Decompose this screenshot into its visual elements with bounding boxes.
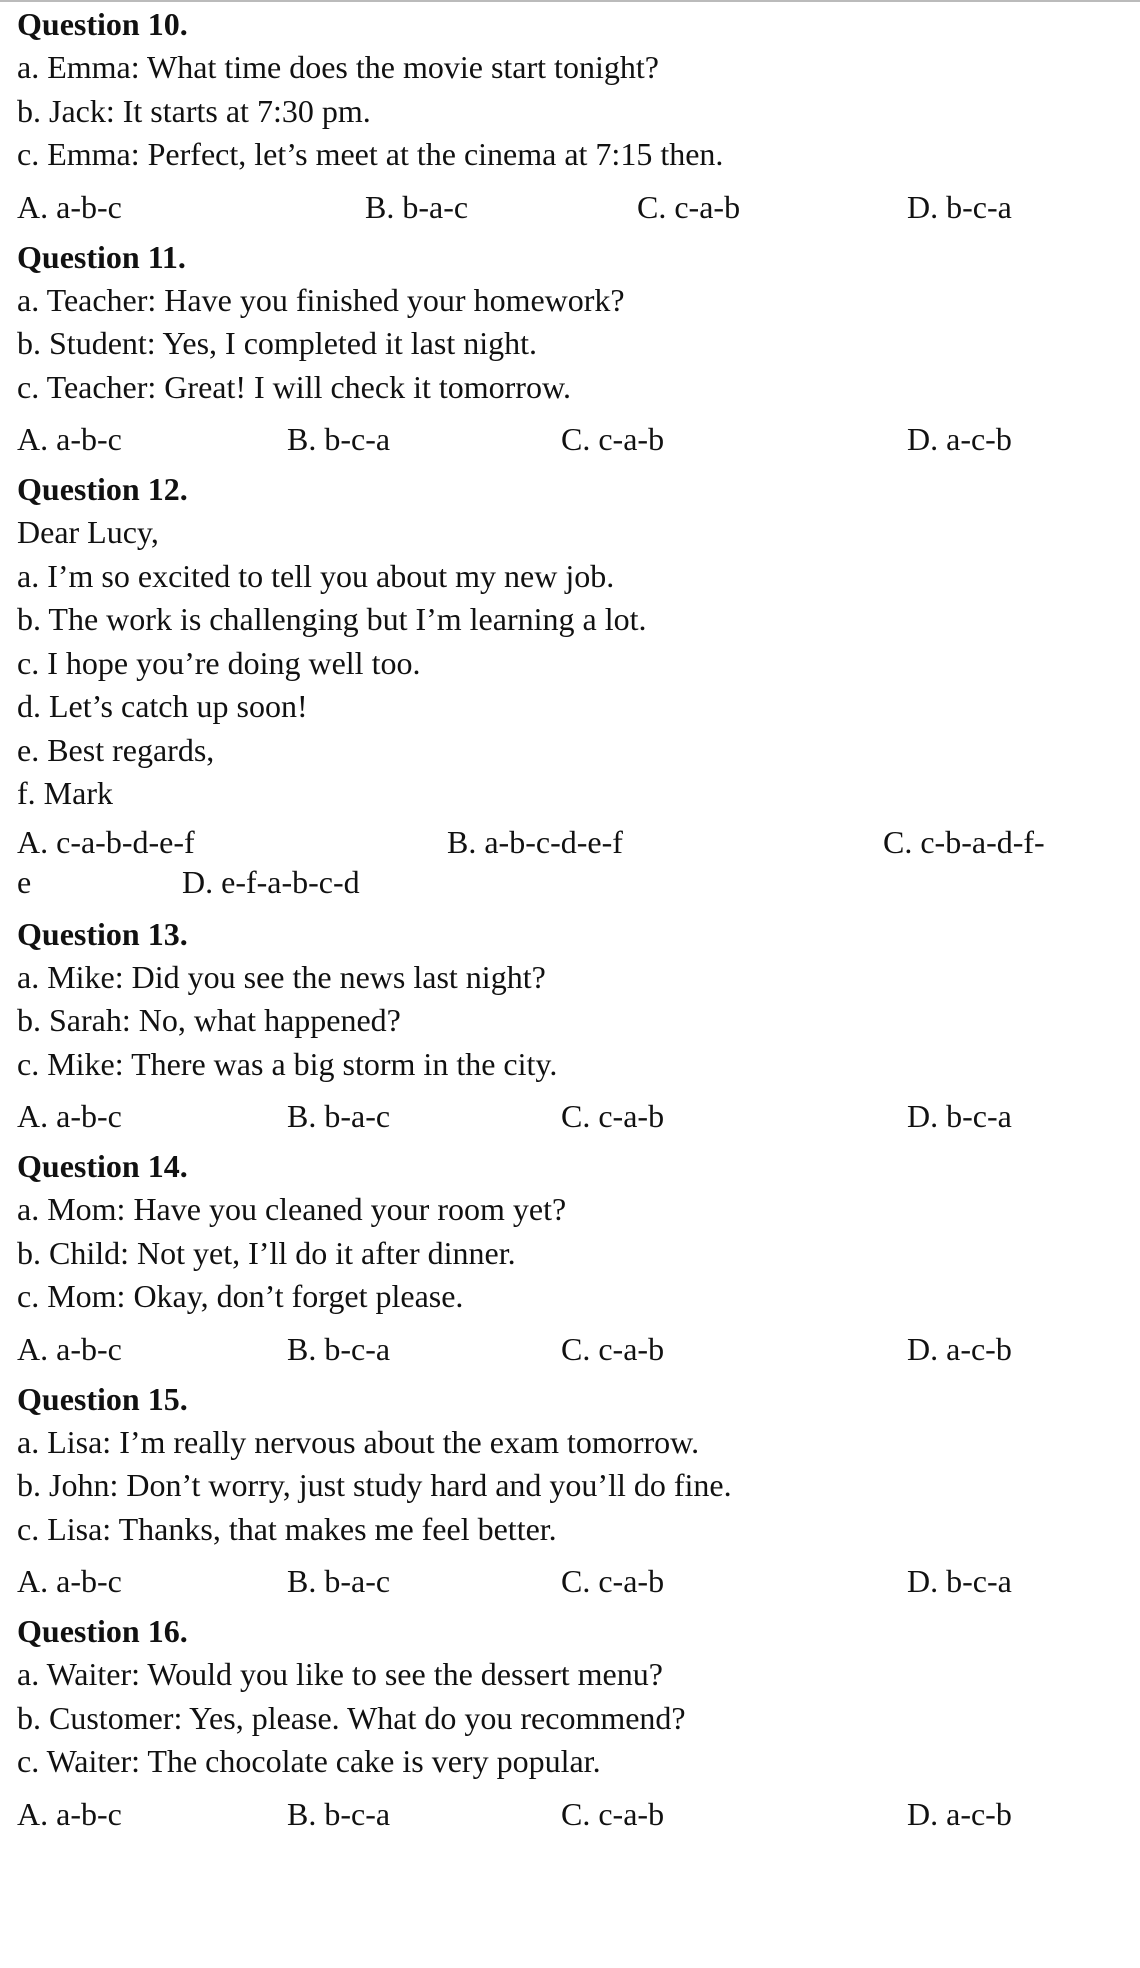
option-c[interactable]: C. c-a-b (561, 1563, 665, 1599)
dialogue-line-a: a. Waiter: Would you like to see the dessert menu? (17, 1656, 663, 1692)
question-title: Question 10. (17, 6, 188, 42)
dialogue-line-b: b. Sarah: No, what happened? (17, 1002, 401, 1038)
letter-line-f: f. Mark (17, 775, 113, 811)
dialogue-line-a: a. Emma: What time does the movie start tonight? (17, 49, 659, 85)
option-c[interactable]: C. c-a-b (561, 1330, 665, 1367)
option-c[interactable]: C. c-a-b (637, 188, 741, 225)
dialogue-line-b: b. Jack: It starts at 7:30 pm. (17, 92, 371, 129)
answer-options (17, 1784, 1127, 1840)
dialogue-line-a: a. Lisa: I’m really nervous about the exam tomorrow. (17, 1423, 700, 1460)
dialogue-line-a: a. Teacher: Have you finished your homework? (17, 281, 625, 318)
answer-options (17, 816, 1127, 862)
option-b[interactable]: B. b-c-a (287, 421, 391, 457)
question-15 (17, 1377, 1127, 1608)
question-13 (17, 912, 1127, 1143)
dialogue-line-c: c. Mike: There was a big storm in the city. (17, 1045, 558, 1082)
dialogue-line-c: c. Mom: Okay, don’t forget please. (17, 1278, 464, 1314)
dialogue-line-b: b. Customer: Yes, please. What do you recommend? (17, 1699, 686, 1736)
option-d[interactable]: D. a-c-b (907, 1795, 1012, 1832)
option-b[interactable]: B. b-c-a (287, 1795, 391, 1832)
option-a[interactable]: A. a-b-c (17, 421, 122, 457)
answer-options-continued (17, 862, 1127, 910)
answer-options (17, 1086, 1127, 1142)
option-b[interactable]: B. b-a-c (287, 1563, 391, 1599)
option-a[interactable]: A. a-b-c (17, 1563, 122, 1599)
letter-line-d: d. Let’s catch up soon! (17, 688, 308, 724)
dialogue-line-c: c. Waiter: The chocolate cake is very popular. (17, 1743, 601, 1779)
option-d[interactable]: D. b-c-a (907, 188, 1012, 225)
answer-options (17, 177, 1127, 233)
question-title: Question 16. (17, 1613, 188, 1649)
option-d[interactable]: D. b-c-a (907, 1098, 1012, 1134)
dialogue-line-c: c. Teacher: Great! I will check it tomorrow. (17, 368, 571, 405)
question-title: Question 13. (17, 915, 188, 952)
dialogue-line-c: c. Emma: Perfect, let’s meet at the cinema at 7:15 then. (17, 136, 724, 172)
letter-greeting: Dear Lucy, (17, 514, 159, 550)
option-c[interactable]: C. c-a-b (561, 1098, 665, 1134)
option-d[interactable]: D. b-c-a (907, 1563, 1012, 1599)
option-d[interactable]: D. a-c-b (907, 1330, 1012, 1367)
letter-line-c: c. I hope you’re doing well too. (17, 644, 421, 681)
option-c[interactable]: C. c-a-b (561, 421, 665, 457)
option-b[interactable]: B. a-b-c-d-e-f (447, 823, 623, 860)
worksheet (17, 0, 1127, 1840)
option-c-continuation: e (17, 863, 32, 900)
option-d[interactable]: D. e-f-a-b-c-d (182, 863, 360, 900)
question-title: Question 15. (17, 1380, 188, 1417)
question-14 (17, 1144, 1127, 1375)
option-a[interactable]: A. a-b-c (17, 188, 122, 225)
question-10 (17, 2, 1127, 233)
question-title: Question 12. (17, 471, 188, 507)
answer-options (17, 409, 1127, 465)
letter-line-b: b. The work is challenging but I’m learning a lot. (17, 601, 647, 637)
option-d[interactable]: D. a-c-b (907, 421, 1012, 457)
question-12 (17, 467, 1127, 910)
option-b[interactable]: B. b-c-a (287, 1330, 391, 1367)
answer-options (17, 1551, 1127, 1607)
question-title: Question 11. (17, 238, 186, 275)
question-16 (17, 1609, 1127, 1840)
option-a[interactable]: A. a-b-c (17, 1795, 122, 1832)
question-title: Question 14. (17, 1148, 188, 1184)
dialogue-line-c: c. Lisa: Thanks, that makes me feel better. (17, 1510, 557, 1547)
letter-line-e: e. Best regards, (17, 731, 215, 768)
option-b[interactable]: B. b-a-c (287, 1098, 391, 1134)
option-b[interactable]: B. b-a-c (365, 188, 469, 225)
dialogue-line-a: a. Mom: Have you cleaned your room yet? (17, 1191, 567, 1227)
dialogue-line-b: b. Student: Yes, I completed it last night. (17, 325, 537, 361)
answer-options (17, 1319, 1127, 1375)
dialogue-line-b: b. John: Don’t worry, just study hard and you’ll do fine. (17, 1467, 732, 1503)
dialogue-line-a: a. Mike: Did you see the news last night? (17, 958, 546, 995)
dialogue-line-b: b. Child: Not yet, I’ll do it after dinner. (17, 1234, 516, 1271)
letter-line-a: a. I’m so excited to tell you about my new job. (17, 557, 615, 594)
option-c[interactable]: C. c-b-a-d-f- (883, 823, 1045, 860)
option-c[interactable]: C. c-a-b (561, 1795, 665, 1832)
question-11 (17, 235, 1127, 466)
option-a[interactable]: A. a-b-c (17, 1098, 122, 1134)
option-a[interactable]: A. a-b-c (17, 1330, 122, 1367)
option-a[interactable]: A. c-a-b-d-e-f (17, 823, 195, 860)
